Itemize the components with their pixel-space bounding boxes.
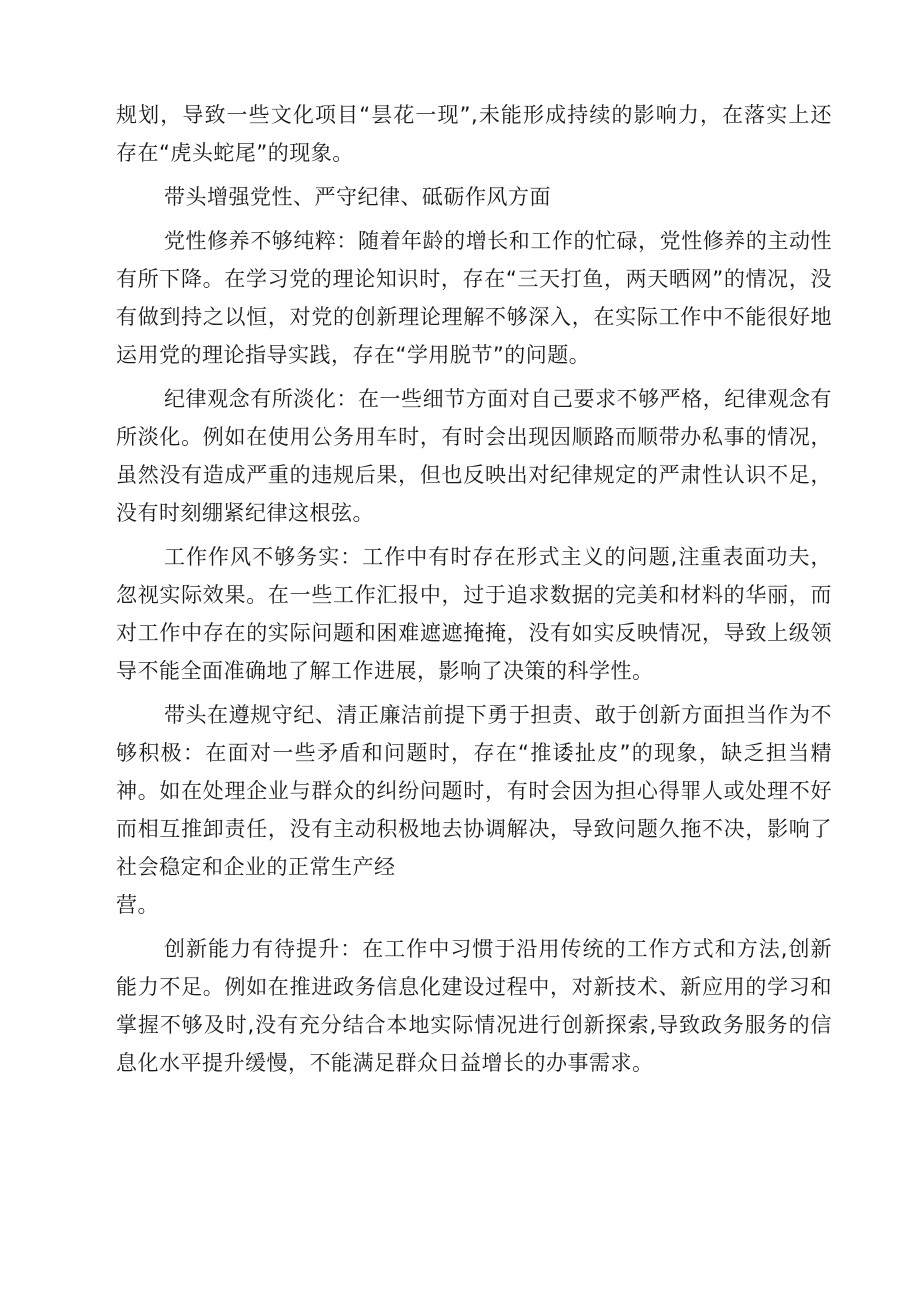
document-body xyxy=(116,96,832,1082)
paragraph-discipline: 纪律观念有所淡化：在一些细节方面对自己要求不够严格，纪律观念有所淡化。例如在使用公务用车时，有时会出现因顺路而顺带办私事的情况，虽然没有造成严重的违规后果，但也反映出对纪律规定的严肃性认识不足，没有时刻绷紧纪律这根弦。 xyxy=(116,387,832,525)
paragraph-responsibility: 带头在遵规守纪、清正廉洁前提下勇于担责、敢于创新方面担当作为不够积极：在面对一些矛盾和问题时，存在“推诿扯皮”的现象，缺乏担当精神。如在处理企业与群众的纠纷问题时，有时会因为担心得罪人或处理不好而相互推卸责任，没有主动积极地去协调解决，导致问题久拖不决，影响了社会稳定和企业的正常生产经 营。 xyxy=(116,703,832,917)
section-heading: 带头增强党性、严守纪律、砥砺作风方面 xyxy=(164,185,551,209)
paragraph-party-spirit: 党性修养不够纯粹：随着年龄的增长和工作的忙碌，党性修养的主动性有所下降。在学习党的理论知识时，存在“三天打鱼，两天晒网”的情况，没有做到持之以恒，对党的创新理论理解不够深入，在实际工作中不能很好地运用党的理论指导实践，存在“学用脱节”的问题。 xyxy=(116,229,832,367)
paragraph-innovation: 创新能力有待提升：在工作中习惯于沿用传统的工作方式和方法,创新能力不足。例如在推进政务信息化建设过程中，对新技术、新应用的学习和掌握不够及时,没有充分结合本地实际情况进行创新探索,导致政务服务的信息化水平提升缓慢，不能满足群众日益增长的办事需求。 xyxy=(116,937,832,1075)
paragraph-work-style: 工作作风不够务实：工作中有时存在形式主义的问题,注重表面功夫，忽视实际效果。在一些工作汇报中，过于追求数据的完美和材料的华丽，而对工作中存在的实际问题和困难遮遮掩掩，没有如实反映情况，导致上级领导不能全面准确地了解工作进展，影响了决策的科学性。 xyxy=(116,545,832,683)
paragraph-continuation: 规划，导致一些文化项目“昙花一现”,未能形成持续的影响力，在落实上还存在“虎头蛇尾”的现象。 xyxy=(116,103,832,165)
